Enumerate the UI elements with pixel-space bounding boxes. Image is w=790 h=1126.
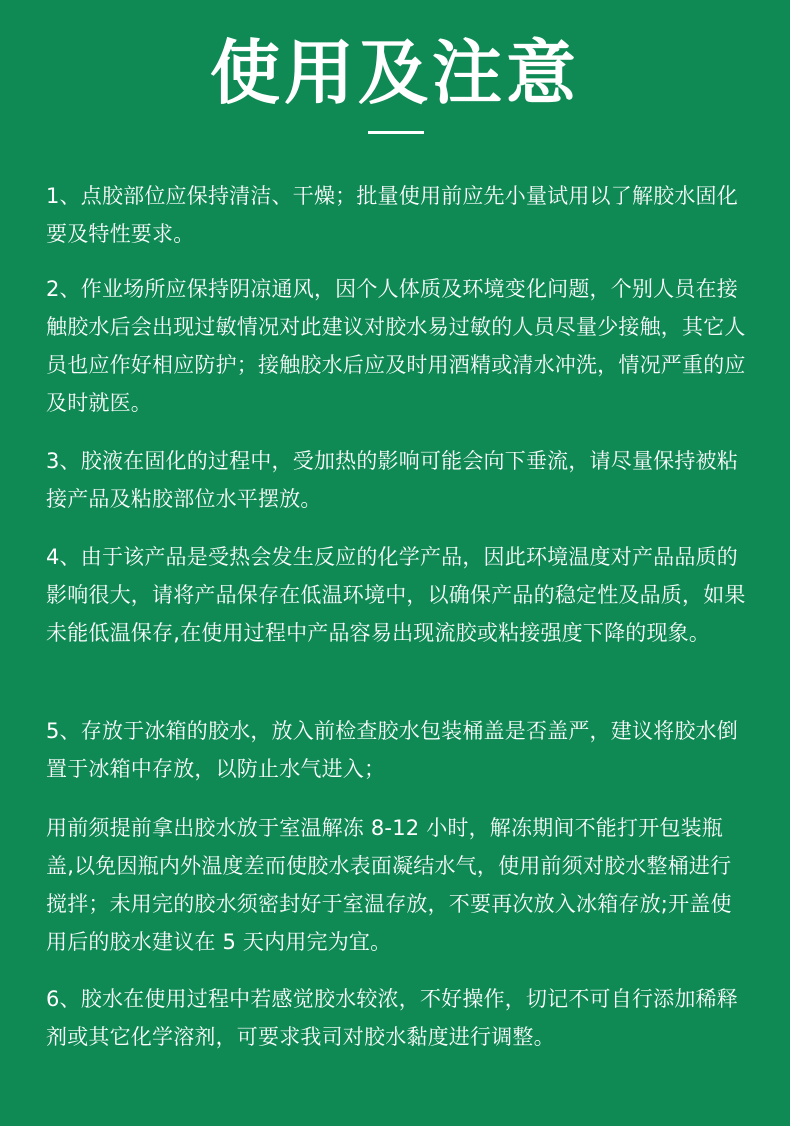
note-paragraph-thaw: 用前须提前拿出胶水放于室温解冻 8-12 小时，解冻期间不能打开包装瓶盖,以免因瓶内外温度差而使胶水表面凝结水气，使用前须对胶水整桶进行搅拌；未用完的胶水须密封好于室温存放，不要再次放入冰箱存放;开盖使用后的胶水建议在 5 天内用完为宜。 (46, 816, 732, 954)
note-paragraph-5: 5、存放于冰箱的胶水，放入前检查胶水包装桶盖是否盖严，建议将胶水倒置于冰箱中存放，以防止水气进入； (46, 719, 738, 781)
note-paragraph-3: 3、胶液在固化的过程中，受加热的影响可能会向下垂流，请尽量保持被粘接产品及粘胶部位水平摆放。 (46, 449, 738, 511)
note-paragraph-1: 1、点胶部位应保持清洁、干燥；批量使用前应先小量试用以了解胶水固化要及特性要求。 (46, 184, 738, 246)
page-title: 使用及注意 (210, 32, 580, 114)
note-paragraph-4: 4、由于该产品是受热会发生反应的化学产品，因此环境温度对产品品质的影响很大，请将产品保存在低温环境中，以确保产品的稳定性及品质，如果未能低温保存,在使用过程中产品容易出现流胶或粘接强度下降的现象。 (46, 545, 746, 645)
title-divider (368, 131, 424, 134)
note-paragraph-2: 2、作业场所应保持阴凉通风，因个人体质及环境变化问题，个别人员在接触胶水后会出现过敏情况对此建议对胶水易过敏的人员尽量少接触，其它人员也应作好相应防护；接触胶水后应及时用酒精或清水冲洗，情况严重的应及时就医。 (46, 277, 746, 415)
note-paragraph-6: 6、胶水在使用过程中若感觉胶水较浓，不好操作，切记不可自行添加稀释剂或其它化学溶剂，可要求我司对胶水黏度进行调整。 (46, 987, 738, 1049)
